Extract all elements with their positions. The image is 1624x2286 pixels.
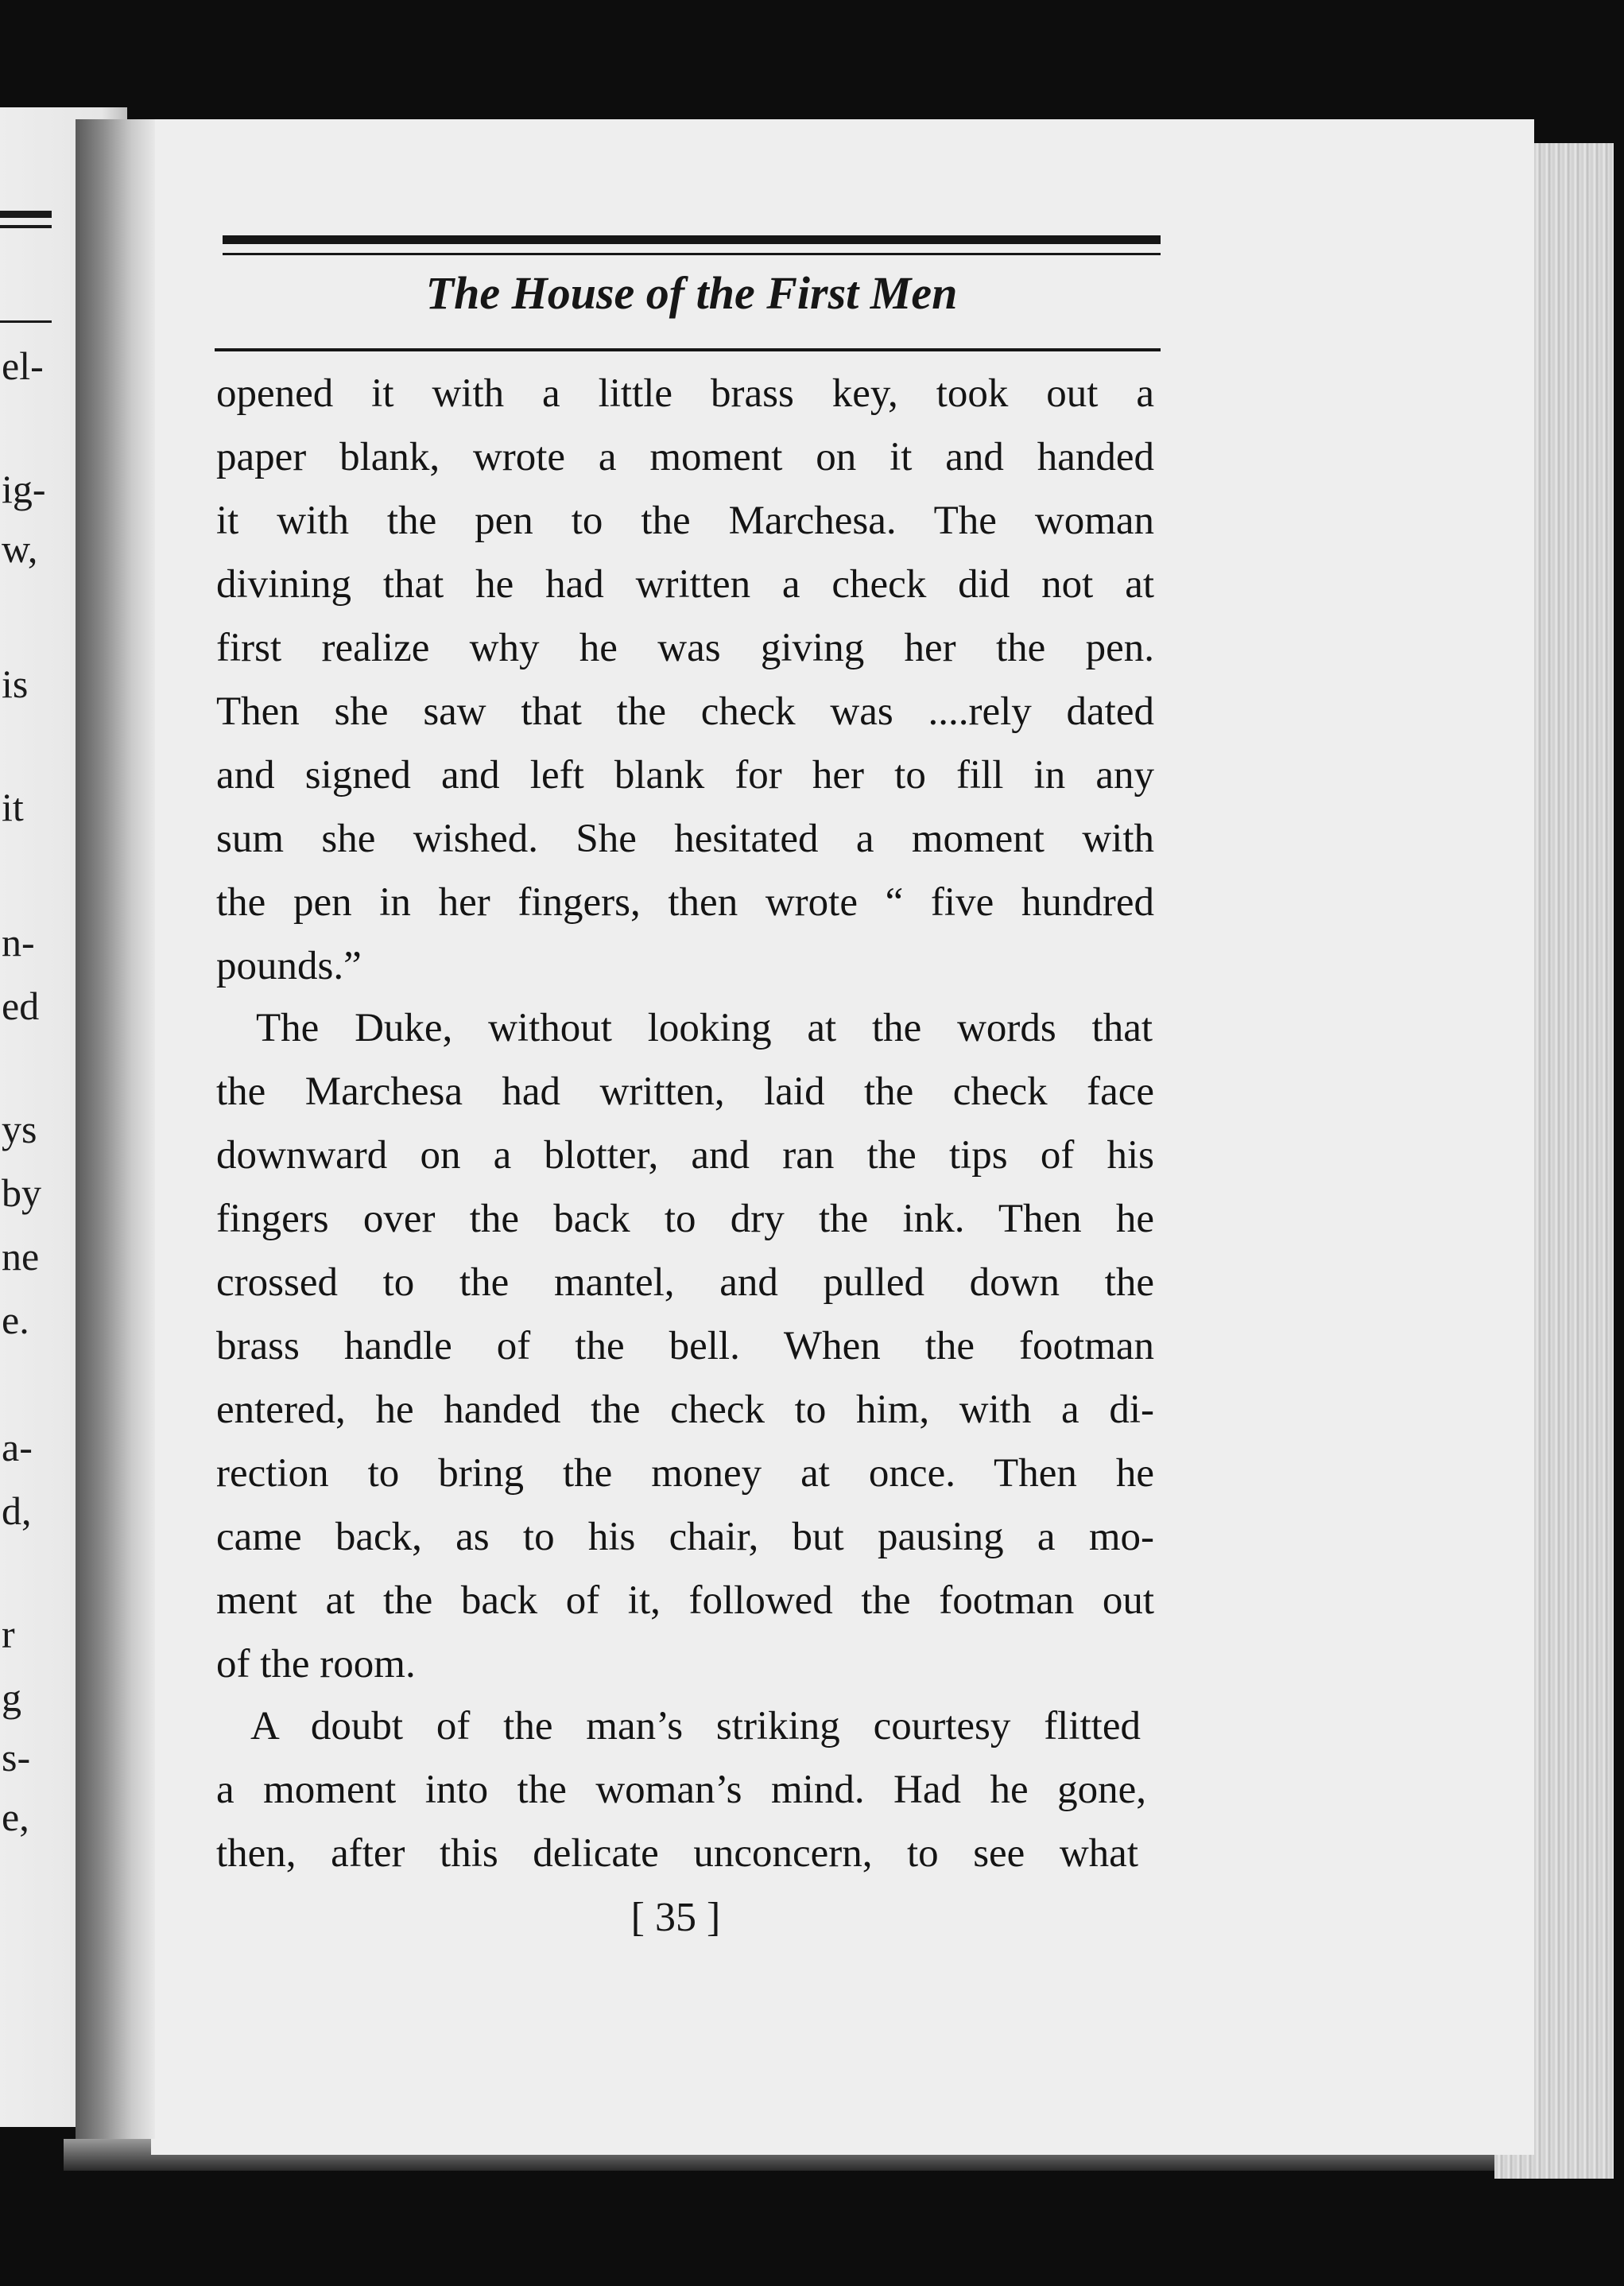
left-page-fragment: ed (2, 984, 40, 1028)
text-line: pounds.” (216, 944, 362, 988)
book-gutter (76, 119, 155, 2139)
running-head: The House of the First Men (425, 267, 958, 319)
header-rule-bottom (215, 348, 1161, 351)
left-page-fragment: ys (2, 1107, 37, 1151)
left-page-fragment: g (2, 1675, 21, 1720)
text-line: downward on a blotter, and ran the tips of his (216, 1133, 1154, 1178)
left-page-fragment: e, (2, 1795, 29, 1839)
left-page-fragment: el- (2, 343, 44, 388)
left-page-fragment: is (2, 662, 29, 706)
text-line: the Marchesa had written, laid the check face (216, 1069, 1154, 1114)
text-line: sum she wished. She hesitated a moment with (216, 817, 1154, 861)
left-page-fragment: w, (2, 526, 38, 571)
page-number: [ 35 ] (630, 1895, 721, 1940)
header-rule-thin (223, 253, 1161, 255)
text-line: crossed to the mantel, and pulled down the (216, 1260, 1154, 1305)
text-line: of the room. (216, 1642, 416, 1686)
text-line: A doubt of the man’s striking courtesy flitted (250, 1704, 1141, 1748)
left-page-fragment: s- (2, 1735, 31, 1780)
left-page-fragment: it (2, 785, 24, 829)
text-line: divining that he had written a check did not at (216, 562, 1154, 607)
text-line: The Duke, without looking at the words that (256, 1006, 1153, 1050)
text-line: ment at the back of it, followed the footman out (216, 1578, 1154, 1623)
text-line: and signed and left blank for her to fill in any (216, 753, 1154, 798)
left-page-fragment: a- (2, 1425, 33, 1469)
text-line: the pen in her fingers, then wrote “ five hundred (216, 880, 1154, 925)
left-page-rule (0, 211, 52, 218)
text-line: came back, as to his chair, but pausing a mo- (216, 1515, 1154, 1559)
text-line: entered, he handed the check to him, with a di- (216, 1388, 1154, 1432)
text-line: then, after this delicate unconcern, to see what (216, 1831, 1138, 1876)
text-line: it with the pen to the Marchesa. The woman (216, 499, 1154, 543)
left-page-fragment: r (2, 1612, 15, 1656)
left-page-fragment: d, (2, 1488, 32, 1533)
text-line: a moment into the woman’s mind. Had he gone, (216, 1768, 1146, 1812)
header-rule-thick (223, 235, 1161, 244)
left-page-fragment: e. (2, 1298, 29, 1342)
text-line: opened it with a little brass key, took out a (216, 371, 1154, 416)
text-line: Then she saw that the check was ....rely dated (216, 689, 1154, 734)
text-line: first realize why he was giving her the pen. (216, 626, 1154, 670)
text-line: paper blank, wrote a moment on it and handed (216, 435, 1154, 479)
left-page-fragment: n- (2, 920, 35, 964)
text-line: brass handle of the bell. When the footman (216, 1324, 1154, 1368)
left-page-rule (0, 320, 52, 323)
left-page-rule (0, 225, 52, 228)
text-line: rection to bring the money at once. Then he (216, 1451, 1154, 1496)
left-page-fragment: by (2, 1170, 41, 1215)
left-page-fragment: ne (2, 1234, 40, 1279)
left-page-fragment: ig- (2, 467, 46, 511)
text-line: fingers over the back to dry the ink. Then he (216, 1197, 1154, 1241)
